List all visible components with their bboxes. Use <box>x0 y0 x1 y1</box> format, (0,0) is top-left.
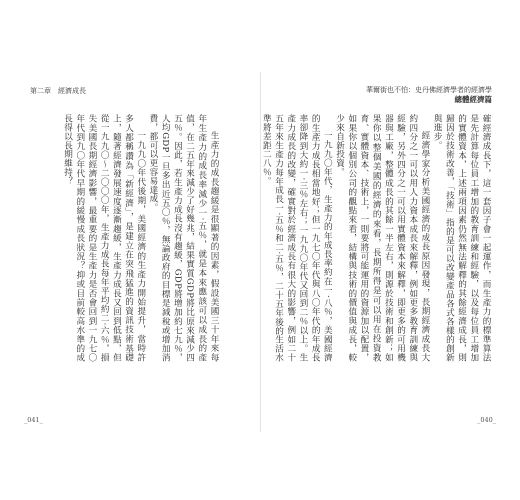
right-page-number: _040_ <box>477 416 496 424</box>
right-paragraph-3: 一九九〇年代，生產力的年成長率約在一‧八％，美國經濟的生產力成長相當地好；但一九七〇年代與八〇年代的年成長率卻降到大約一‧三％左右；一九九〇年代又回到二％以上。生產力成長的改變，確實對於經濟成長有很大的影響，例如二十五年來生產力每年成長一‧五％和二‧五％，二十五年後的生活水準將差距二八％。 <box>261 114 333 362</box>
running-head-subtitle: 總體經濟篇 <box>454 95 492 104</box>
right-paragraph-2: 經濟學家分析美國經濟的成長原因發現，長期經濟成長大約四分之一可以用人力資本成長來解釋，例如更多教育訓練與經驗，另外四分之一可以用實體資本來解釋，即更多的可用機器與工廠，整體成長的其餘一半左右，則源於技術和創新；如果你以整個美國的經濟的來看，長期所得是可以用在投資教育、實體資本、技術上，一則要將可能運用的資源加以配置，如果你以個別公司的觀點來看，結構與技術的價值與成長，較少來自新投資。 <box>334 114 430 362</box>
running-head-title: 華爾街也不怕：史丹佛經濟學者的經濟學 <box>366 86 492 94</box>
left-paragraph-2: 一九九〇年代後期，美國經濟的生產力開始提升，當時許多人都稱讚為「新經濟」，是建立在突飛猛進的資訊技術基礎上，隨著經濟發展速度逐漸趨緩，生產力成長又回到低點，但從一九九〇～二〇〇〇年，生產力成長每年平均約二‧六％，損失美國長期經濟影響，最重要的是生產力是否會回到一九七〇年代到九〇年代早期的緩慢成長狀況？抑或目前較高水準的成長得以長期維持？ <box>62 114 146 362</box>
book-spread <box>10 72 510 432</box>
left-page-body <box>50 114 220 362</box>
left-page <box>10 72 261 432</box>
right-page <box>260 72 510 432</box>
right-paragraph-1: 確經濟成長下，這一套因子會一起運作，而生產力的標準算法是先計算每位員工增加的教育訓練和經驗，以及每位員工增加的實體資本，上述兩項因素仍然無法解釋的其餘經濟成長，則歸因於技術改善，「技術」指的是可以改變產品各式各樣的創新與進步。 <box>432 114 491 362</box>
right-page-header <box>366 86 492 104</box>
left-paragraph-1: 生產力的成長趨緩是很顯著的因素，假設美國三十年來每年生產力的成長率減少一‧五％，就是本來應該可以成長的產值，在二五年來減少了好幾兆，結果實質GDP將比原來減少四五％。因此，若生產力成長沒有趨緩，GDP將增加約七九％，人均GDP一旦多出近五〇％，無論政府的目標是減稅或增加消費，都可以更容易達成。 <box>147 114 219 362</box>
right-page-body <box>261 114 492 362</box>
left-page-header: 第二章 經濟成長 <box>30 87 86 95</box>
left-page-number: _041_ <box>24 416 43 424</box>
